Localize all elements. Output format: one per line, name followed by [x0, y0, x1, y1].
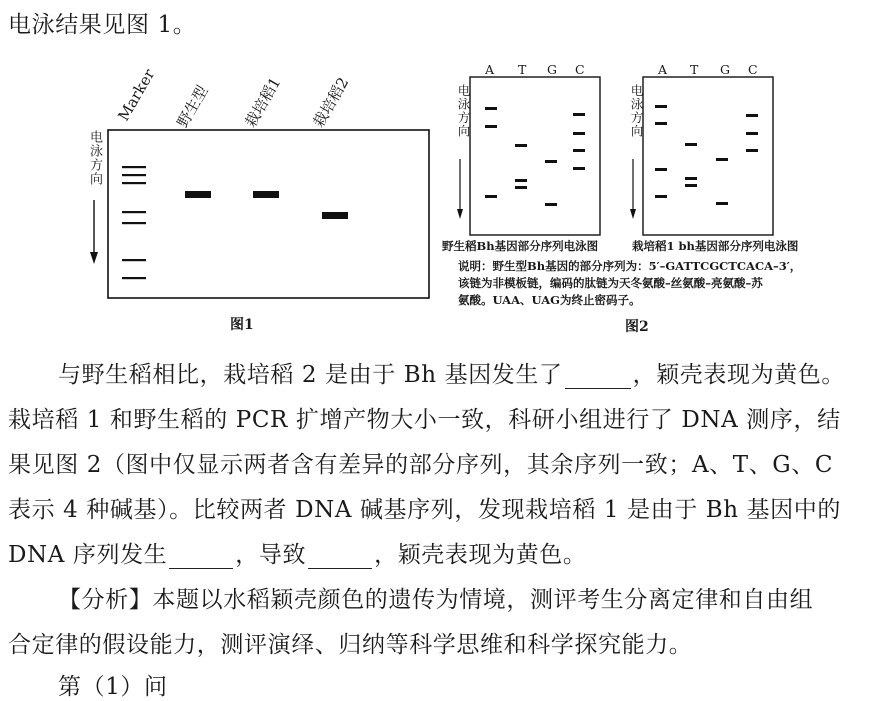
p1-line5-a: DNA 序列发生	[8, 542, 168, 568]
p2-line-2: 合定律的假设能力，测评演绎、归纳等科学思维和科学探究能力。	[8, 632, 693, 658]
p1-line1-a: 与野生稻相比，栽培稻 2 是由于 Bh 基因发生了	[58, 362, 563, 388]
answer-blank-2[interactable]	[169, 542, 233, 569]
right-gel-frame	[643, 77, 773, 235]
figure-2-caption: 图2	[625, 319, 649, 335]
cultivar2-band	[322, 212, 348, 219]
left-base-T: T	[518, 62, 527, 77]
p1-line5-c: ，颖壳表现为黄色。	[374, 542, 587, 568]
cultivar1-band	[253, 191, 279, 198]
p2-line-1: 【分析】本题以水稻颖壳颜色的遗传为情境，测评考生分离定律和自由组	[58, 587, 814, 613]
intro-text: 电泳结果见图 1。	[8, 12, 197, 38]
fig2-right-direction-label: 电泳方向	[629, 84, 644, 138]
fig2-left-direction-label: 电泳方向	[456, 84, 471, 138]
lane-label-wild-type: 野生型	[173, 82, 212, 131]
answer-blank-3[interactable]	[308, 542, 372, 569]
right-base-A: A	[658, 62, 668, 77]
lane-label-cultivar2: 栽培稻2	[309, 74, 353, 131]
direction-arrow-head	[90, 252, 98, 264]
right-base-C: C	[748, 62, 758, 77]
fig2-note-line-2: 该链为非模板链，编码的肽链为天冬氨酸–丝氨酸–亮氨酸–苏	[458, 276, 763, 290]
lane-label-cultivar1: 栽培稻1	[241, 74, 285, 131]
fig2-note-line-1: 说明：野生型Bh基因的部分序列为：5′–GATTCGCTCACA–3′，	[458, 259, 802, 273]
left-base-A: A	[485, 62, 495, 77]
figure-1-caption: 图1	[230, 317, 254, 333]
p3-line-1: 第（1）问	[58, 674, 168, 700]
p1-line-1	[58, 356, 845, 389]
left-gel-frame	[470, 77, 600, 235]
p1-line-3: 果见图 2（图中仅显示两者含有差异的部分序列，其余序列一致；A、T、G、C	[8, 452, 834, 478]
figure-2-gels	[440, 74, 830, 254]
right-base-T: T	[690, 62, 699, 77]
p1-line-2: 栽培稻 1 和野生稻的 PCR 扩增产物大小一致，科研小组进行了 DNA 测序，结	[8, 407, 841, 433]
p1-line5-b: ，导致	[235, 542, 307, 568]
fig1-direction-label: 电泳方向	[87, 130, 102, 186]
right-base-G: G	[720, 62, 730, 77]
left-base-C: C	[575, 62, 585, 77]
left-base-G: G	[547, 62, 557, 77]
fig2-right-title: 栽培稻1 bh基因部分序列电泳图	[632, 239, 799, 253]
fig2-left-title: 野生稻Bh基因部分序列电泳图	[442, 239, 599, 253]
answer-blank-1[interactable]	[565, 362, 631, 389]
right-gel-bands	[655, 105, 758, 205]
gel-frame	[108, 130, 429, 298]
lane-label-marker: Marker	[114, 65, 159, 124]
figure-1	[80, 65, 440, 340]
fig2-note-line-3: 氨酸。UAA、UAG为终止密码子。	[458, 293, 641, 307]
figure-2	[440, 58, 830, 338]
p1-line1-b: ，颖壳表现为黄色。	[632, 362, 845, 388]
left-gel-bands	[485, 107, 585, 206]
p1-line-4: 表示 4 种碱基）。比较两者 DNA 碱基序列，发现栽培稻 1 是由于 Bh 基因中的	[8, 497, 841, 523]
marker-bands	[122, 166, 146, 279]
fig2-note	[458, 258, 801, 309]
wild-type-band	[185, 191, 211, 198]
p1-line-5	[8, 536, 587, 569]
